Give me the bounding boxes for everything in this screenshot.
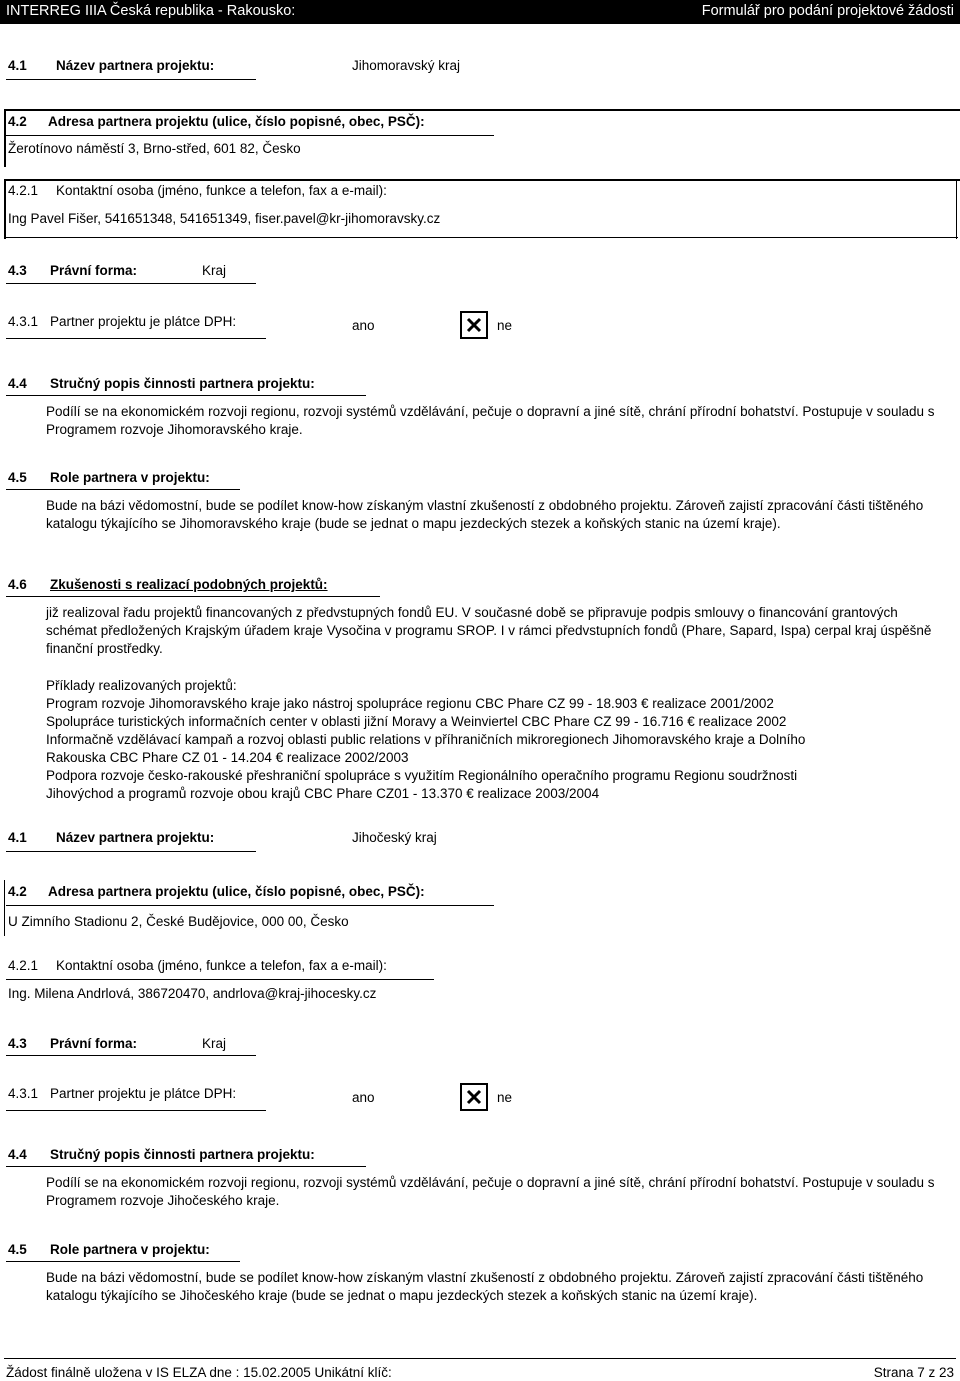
p2-s431-label: Partner projektu je plátce DPH:: [50, 1086, 237, 1101]
list-item: Program rozvoje Jihomoravského kraje jako nástroj spolupráce regionu CBC Phare CZ 99 - 18.903 € realizace 2001/2002: [46, 696, 774, 711]
p1-s44-number: 4.4: [8, 376, 27, 391]
p2-s42-label: Adresa partnera projektu (ulice, číslo popisné, obec, PSČ):: [48, 884, 425, 899]
p2-s43-number: 4.3: [8, 1036, 27, 1051]
p1-vat-yes-label: ano: [352, 318, 375, 333]
list-item: Jihovýchod a programů rozvoje obou krajů CBC Phare CZ01 - 13.370 € realizace 2003/2004: [46, 786, 600, 801]
footer-divider: [4, 1358, 956, 1359]
p2-s44-label: Stručný popis činnosti partnera projektu:: [50, 1147, 315, 1162]
p2-s42-value: U Zimního Stadionu 2, České Budějovice, 000 00, Česko: [8, 914, 349, 929]
p1-s46-label: Zkušenosti s realizací podobných projektů:: [50, 577, 328, 592]
p1-s45-text: Bude na bázi vědomostní, bude se podílet know-how získaným vlastní zkušeností z obdobného projektu. Zároveň zajistí zpracování části tištěného katalogu týkajícího se Jihomoravského kraje (bude se jednat o mapu jezdeckých stezek a koňských stanic na území kraje).: [46, 498, 924, 531]
p1-s431-label: Partner projektu je plátce DPH:: [50, 314, 237, 329]
p2-s41-label: Název partnera projektu:: [56, 830, 215, 845]
p2-s44-number: 4.4: [8, 1147, 27, 1162]
p2-s43-value: Kraj: [202, 1036, 227, 1051]
p1-s45-label: Role partnera v projektu:: [50, 470, 210, 485]
list-item: Informačně vzdělávací kampaň a rozvoj oblasti public relations v příhraničních mikroregionech Jihomoravského kraje a Dolního: [46, 732, 806, 747]
p1-s421-value: Ing Pavel Fišer, 541651348, 541651349, fiser.pavel@kr-jihomoravsky.cz: [8, 211, 441, 226]
p1-s421-number: 4.2.1: [8, 183, 39, 198]
p2-vat-no-label: ne: [497, 1090, 513, 1105]
x-mark-icon: [466, 1089, 482, 1105]
p1-s46-number: 4.6: [8, 577, 27, 592]
p2-s45-number: 4.5: [8, 1242, 27, 1257]
page-header: [0, 0, 960, 24]
p1-s42-value: Žerotínovo náměstí 3, Brno-střed, 601 82, Česko: [8, 141, 301, 156]
p1-vat-no-label: ne: [497, 318, 513, 333]
p1-examples-title: Příklady realizovaných projektů:: [46, 678, 237, 693]
p2-s45-label: Role partnera v projektu:: [50, 1242, 210, 1257]
p1-s45-number: 4.5: [8, 470, 27, 485]
p2-s44-text: Podílí se na ekonomickém rozvoji regionu, rozvoji systémů vzdělávání, pečuje o dopravní a jiné sítě, chrání přírodní bohatství. Postupuje v souladu s Programem rozvoje Jihočeského kraje.: [46, 1175, 935, 1208]
p2-s421-value: Ing. Milena Andrlová, 386720470, andrlova@kraj-jihocesky.cz: [8, 986, 377, 1001]
list-item: Podpora rozvoje česko-rakouské přeshraniční spolupráce s využitím Regionálního operačního programu Regionu soudržnosti: [46, 768, 798, 783]
p1-s43-value: Kraj: [202, 263, 227, 278]
p1-s41-number: 4.1: [8, 58, 27, 73]
p1-vat-checkbox[interactable]: [460, 311, 488, 339]
p2-vat-checkbox[interactable]: [460, 1083, 488, 1111]
p2-s41-number: 4.1: [8, 830, 27, 845]
p2-vat-yes-label: ano: [352, 1090, 375, 1105]
x-mark-icon: [466, 317, 482, 333]
p1-s44-text: Podílí se na ekonomickém rozvoji regionu, rozvoji systémů vzdělávání, pečuje o dopravní a jiné sítě, chrání přírodní bohatství. Postupuje v souladu s Programem rozvoje Jihomoravského kraje.: [46, 404, 935, 437]
list-item: Spolupráce turistických informačních center v oblasti jižní Moravy a Weinviertel CBC Phare CZ 99 - 16.716 € realizace 2002: [46, 714, 787, 729]
p1-s42-label: Adresa partnera projektu (ulice, číslo popisné, obec, PSČ):: [48, 114, 425, 129]
p1-s42-number: 4.2: [8, 114, 27, 129]
p1-s43-number: 4.3: [8, 263, 27, 278]
p2-s421-label: Kontaktní osoba (jméno, funkce a telefon, fax a e-mail):: [56, 958, 387, 973]
header-right: Formulář pro podání projektové žádosti: [701, 3, 954, 19]
p2-s421-number: 4.2.1: [8, 958, 39, 973]
list-item: Rakouska CBC Phare CZ 01 - 14.204 € realizace 2002/2003: [46, 750, 409, 765]
header-left: INTERREG IIIA Česká republika - Rakousko:: [6, 3, 296, 19]
p1-s431-number: 4.3.1: [8, 314, 39, 329]
p1-s46-text: již realizoval řadu projektů financovaných z předvstupných fondů EU. V současné době se připravuje podpis smlouvy o financování grantových schémat předložených Krajským úřadem kraje Vysočina v programu SROP. I v rámci předvstupních fondů (Phare, Sapard, Ispa) cerpal kraj úspěšně finanční prostředky.: [46, 605, 932, 656]
p2-s42-number: 4.2: [8, 884, 27, 899]
p1-s44-label: Stručný popis činnosti partnera projektu:: [50, 376, 315, 391]
p2-s43-label: Právní forma:: [50, 1036, 138, 1051]
p1-s41-value: Jihomoravský kraj: [352, 58, 461, 73]
page-number: Strana 7 z 23: [873, 1365, 954, 1380]
p2-s431-number: 4.3.1: [8, 1086, 39, 1101]
footer-left: Žádost finálně uložena v IS ELZA dne : 15.02.2005 Unikátní klíč:: [6, 1365, 392, 1380]
p2-s45-text: Bude na bázi vědomostní, bude se podílet know-how získaným vlastní zkušeností z obdobného projektu. Zároveň zajistí zpracování části tištěného katalogu týkajícího se Jihočeského kraje (bude se jednat o mapu jezdeckých stezek a koňských stanic na území kraje).: [46, 1270, 924, 1303]
p1-s421-label: Kontaktní osoba (jméno, funkce a telefon, fax a e-mail):: [56, 183, 387, 198]
p1-s41-label: Název partnera projektu:: [56, 58, 215, 73]
p2-s41-value: Jihočeský kraj: [352, 830, 437, 845]
p1-s43-label: Právní forma:: [50, 263, 138, 278]
